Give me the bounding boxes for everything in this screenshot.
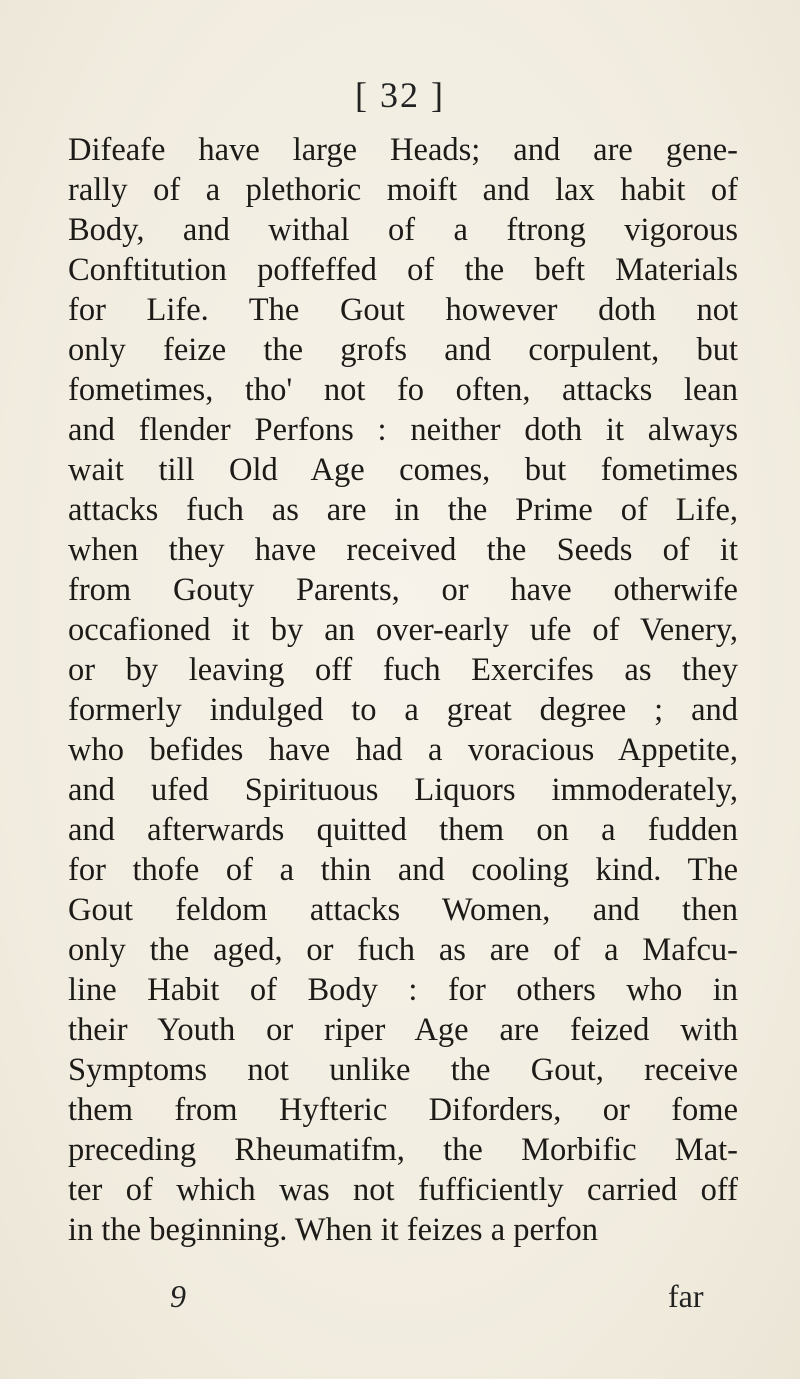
- text-line: when they have received the Seeds of it: [68, 532, 738, 568]
- text-line: Gout feldom attacks Women, and then: [68, 892, 738, 928]
- page-number: [ 32 ]: [355, 75, 445, 115]
- text-line: line Habit of Body : for others who in: [68, 972, 738, 1008]
- text-line: for Life. The Gout however doth not: [68, 292, 738, 328]
- text-line: Conftitution poffeffed of the beft Materials: [68, 252, 738, 288]
- text-line: formerly indulged to a great degree ; and: [68, 692, 738, 728]
- text-line: Body, and withal of a ftrong vigorous: [68, 212, 738, 248]
- text-line: and ufed Spirituous Liquors immoderately,: [68, 772, 738, 808]
- text-line: wait till Old Age comes, but fometimes: [68, 452, 738, 488]
- text-line: them from Hyfteric Diforders, or fome: [68, 1092, 738, 1128]
- text-line: or by leaving off fuch Exercifes as they: [68, 652, 738, 688]
- text-line: in the beginning. When it feizes a perfon: [68, 1212, 599, 1248]
- text-line: rally of a plethoric moift and lax habit of: [68, 172, 738, 208]
- text-line: and flender Perfons : neither doth it always: [68, 412, 738, 448]
- text-line: from Gouty Parents, or have otherwife: [68, 572, 738, 608]
- catchword: far: [668, 1278, 704, 1314]
- text-line: fometimes, tho' not fo often, attacks lean: [68, 372, 738, 408]
- signature-mark: 9: [170, 1278, 186, 1314]
- text-line: only feize the grofs and corpulent, but: [68, 332, 738, 368]
- text-line: only the aged, or fuch as are of a Mafcu-: [68, 932, 738, 968]
- text-line: preceding Rheumatifm, the Morbific Mat-: [68, 1132, 738, 1168]
- text-line: Difeafe have large Heads; and are gene-: [68, 132, 738, 168]
- text-line: who befides have had a voracious Appetite,: [68, 732, 738, 768]
- text-line: occafioned it by an over-early ufe of Venery,: [68, 612, 738, 648]
- text-line: their Youth or riper Age are feized with: [68, 1012, 738, 1048]
- text-line: for thofe of a thin and cooling kind. The: [68, 852, 738, 888]
- text-line: ter of which was not fufficiently carried off: [68, 1172, 738, 1208]
- text-line: Symptoms not unlike the Gout, receive: [68, 1052, 738, 1088]
- text-line: and afterwards quitted them on a fudden: [68, 812, 738, 848]
- text-line: attacks fuch as are in the Prime of Life,: [68, 492, 738, 528]
